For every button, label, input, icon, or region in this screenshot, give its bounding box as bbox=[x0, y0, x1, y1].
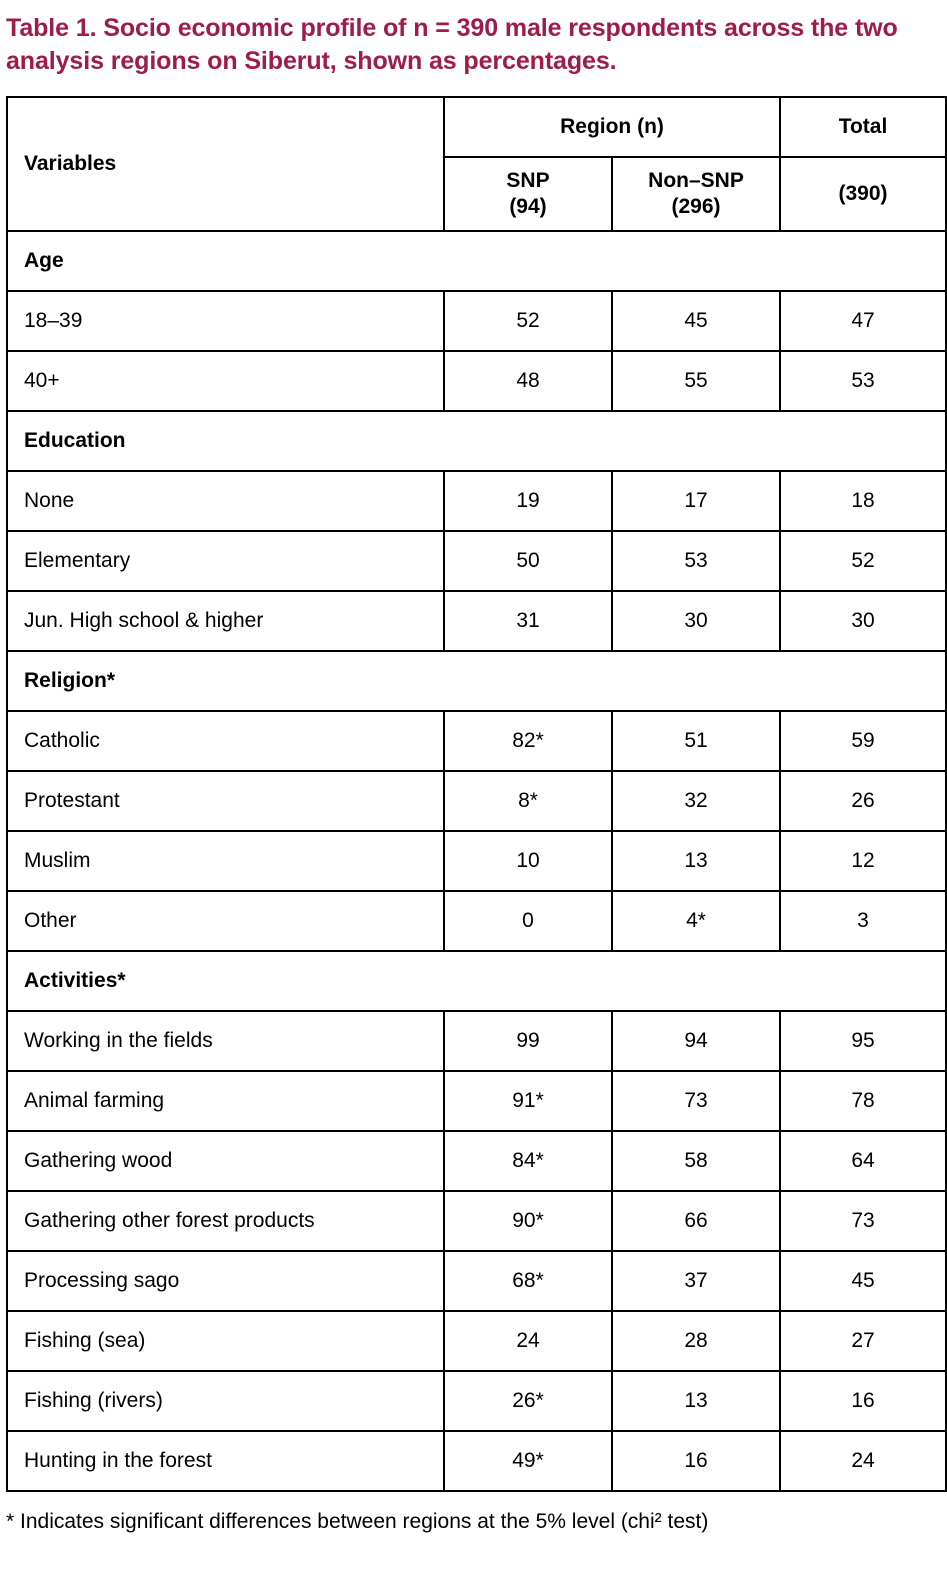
table-cell-variable: 18–39 bbox=[7, 291, 444, 351]
table-cell-nonsnp: 13 bbox=[612, 831, 780, 891]
table-cell-variable: None bbox=[7, 471, 444, 531]
table-cell-total: 64 bbox=[780, 1131, 946, 1191]
table-cell-nonsnp: 73 bbox=[612, 1071, 780, 1131]
table-row bbox=[7, 231, 946, 291]
table-cell-snp: 90* bbox=[444, 1191, 612, 1251]
header-region-group: Region (n) bbox=[444, 97, 780, 157]
table-cell-snp: 99 bbox=[444, 1011, 612, 1071]
table-cell-variable: Catholic bbox=[7, 711, 444, 771]
table-cell-total: 52 bbox=[780, 531, 946, 591]
table-cell-snp: 8* bbox=[444, 771, 612, 831]
table-body bbox=[7, 231, 946, 1491]
table-cell-snp: 50 bbox=[444, 531, 612, 591]
table-cell-nonsnp: 66 bbox=[612, 1191, 780, 1251]
table-cell-nonsnp: 53 bbox=[612, 531, 780, 591]
table-cell-total: 78 bbox=[780, 1071, 946, 1131]
table-row bbox=[7, 471, 946, 531]
table-row bbox=[7, 951, 946, 1011]
table-cell-variable: Gathering other forest products bbox=[7, 1191, 444, 1251]
table-cell-snp: 82* bbox=[444, 711, 612, 771]
header-snp-count: (94) bbox=[509, 195, 547, 218]
table-cell-snp: 31 bbox=[444, 591, 612, 651]
header-row-groups bbox=[7, 97, 946, 157]
table-cell-total: 47 bbox=[780, 291, 946, 351]
table-cell-nonsnp: 37 bbox=[612, 1251, 780, 1311]
table-cell-variable: Fishing (sea) bbox=[7, 1311, 444, 1371]
table-row bbox=[7, 1311, 946, 1371]
table-cell-total: 73 bbox=[780, 1191, 946, 1251]
table-row bbox=[7, 891, 946, 951]
table-row bbox=[7, 1191, 946, 1251]
table-cell-variable: Jun. High school & higher bbox=[7, 591, 444, 651]
table-row bbox=[7, 351, 946, 411]
table-caption: Table 1. Socio economic profile of n = 390 male respondents across the two analysis regions on Siberut, shown as percentages. bbox=[6, 14, 898, 75]
table-cell-snp: 48 bbox=[444, 351, 612, 411]
table-cell-variable: Gathering wood bbox=[7, 1131, 444, 1191]
table-group-label: Activities* bbox=[7, 951, 946, 1011]
header-total-group: Total bbox=[780, 97, 946, 157]
table-cell-variable: Elementary bbox=[7, 531, 444, 591]
table-cell-nonsnp: 16 bbox=[612, 1431, 780, 1491]
table-cell-variable: Fishing (rivers) bbox=[7, 1371, 444, 1431]
table-cell-total: 59 bbox=[780, 711, 946, 771]
table-group-label: Age bbox=[7, 231, 946, 291]
table-row bbox=[7, 771, 946, 831]
table-cell-nonsnp: 94 bbox=[612, 1011, 780, 1071]
table-cell-variable: Animal farming bbox=[7, 1071, 444, 1131]
table-cell-nonsnp: 55 bbox=[612, 351, 780, 411]
table-cell-variable: Protestant bbox=[7, 771, 444, 831]
table-cell-total: 53 bbox=[780, 351, 946, 411]
table-cell-variable: Muslim bbox=[7, 831, 444, 891]
table-row bbox=[7, 1071, 946, 1131]
header-nonsnp-count: (296) bbox=[671, 195, 721, 218]
table-row bbox=[7, 1431, 946, 1491]
table-cell-nonsnp: 30 bbox=[612, 591, 780, 651]
table-cell-total: 16 bbox=[780, 1371, 946, 1431]
table-cell-total: 30 bbox=[780, 591, 946, 651]
table-cell-variable: Other bbox=[7, 891, 444, 951]
table-row bbox=[7, 591, 946, 651]
table-footnote: * Indicates significant differences between regions at the 5% level (chi² test) bbox=[6, 1510, 709, 1533]
table-row bbox=[7, 291, 946, 351]
header-nonsnp bbox=[612, 157, 780, 231]
table-cell-snp: 19 bbox=[444, 471, 612, 531]
table-cell-total: 18 bbox=[780, 471, 946, 531]
table-row bbox=[7, 531, 946, 591]
table-cell-nonsnp: 45 bbox=[612, 291, 780, 351]
table-cell-total: 24 bbox=[780, 1431, 946, 1491]
table-cell-nonsnp: 51 bbox=[612, 711, 780, 771]
table-cell-total: 3 bbox=[780, 891, 946, 951]
table-row bbox=[7, 1011, 946, 1071]
table-cell-nonsnp: 4* bbox=[612, 891, 780, 951]
table-row bbox=[7, 711, 946, 771]
header-nonsnp-label: Non–SNP bbox=[648, 168, 744, 192]
table-cell-snp: 52 bbox=[444, 291, 612, 351]
table-cell-total: 12 bbox=[780, 831, 946, 891]
header-snp bbox=[444, 157, 612, 231]
table-header bbox=[7, 97, 946, 231]
table-cell-snp: 68* bbox=[444, 1251, 612, 1311]
table-cell-total: 45 bbox=[780, 1251, 946, 1311]
table-cell-nonsnp: 28 bbox=[612, 1311, 780, 1371]
table-row bbox=[7, 831, 946, 891]
table-cell-snp: 24 bbox=[444, 1311, 612, 1371]
table-group-label: Religion* bbox=[7, 651, 946, 711]
table-cell-variable: Hunting in the forest bbox=[7, 1431, 444, 1491]
table-cell-variable: Processing sago bbox=[7, 1251, 444, 1311]
table-row bbox=[7, 651, 946, 711]
table-row bbox=[7, 1251, 946, 1311]
table-cell-snp: 49* bbox=[444, 1431, 612, 1491]
table-cell-snp: 84* bbox=[444, 1131, 612, 1191]
table-cell-total: 27 bbox=[780, 1311, 946, 1371]
header-total-count: (390) bbox=[780, 157, 946, 231]
table-cell-total: 95 bbox=[780, 1011, 946, 1071]
header-variables: Variables bbox=[7, 97, 444, 231]
table-cell-snp: 91* bbox=[444, 1071, 612, 1131]
table-cell-nonsnp: 58 bbox=[612, 1131, 780, 1191]
table-row bbox=[7, 411, 946, 471]
table-group-label: Education bbox=[7, 411, 946, 471]
table-cell-nonsnp: 13 bbox=[612, 1371, 780, 1431]
table-cell-variable: Working in the fields bbox=[7, 1011, 444, 1071]
table-cell-variable: 40+ bbox=[7, 351, 444, 411]
socio-economic-profile-table bbox=[6, 96, 947, 1492]
table-row bbox=[7, 1131, 946, 1191]
header-snp-label: SNP bbox=[506, 168, 550, 192]
table-cell-total: 26 bbox=[780, 771, 946, 831]
table-cell-snp: 26* bbox=[444, 1371, 612, 1431]
table-cell-snp: 0 bbox=[444, 891, 612, 951]
table-cell-snp: 10 bbox=[444, 831, 612, 891]
table-cell-nonsnp: 17 bbox=[612, 471, 780, 531]
table-cell-nonsnp: 32 bbox=[612, 771, 780, 831]
table-row bbox=[7, 1371, 946, 1431]
